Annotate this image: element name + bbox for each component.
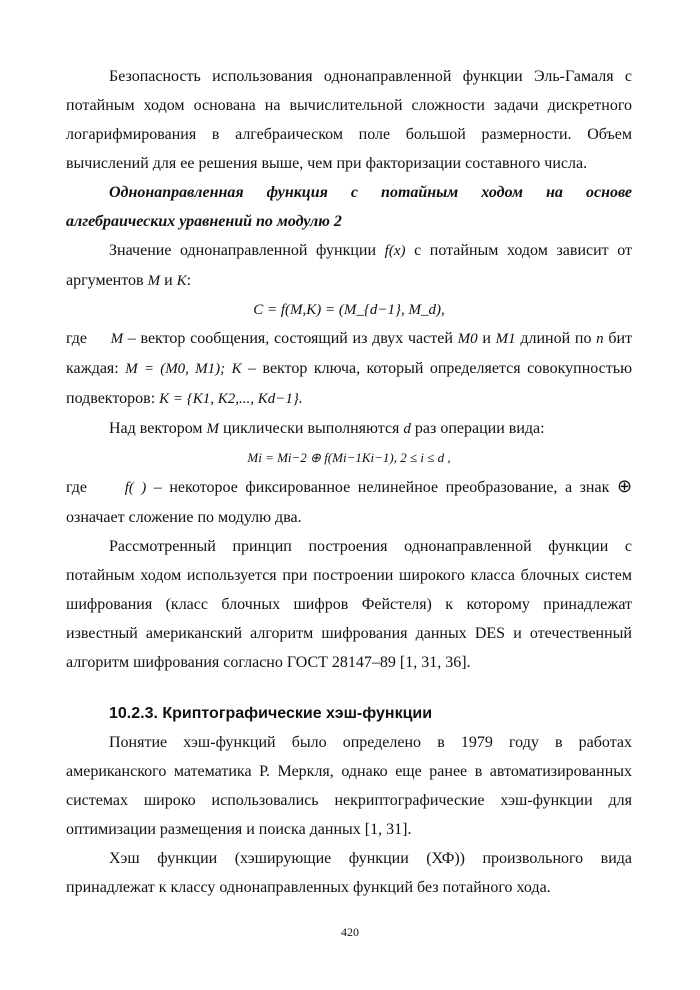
text: с потайным ходом зависит от аргументов [66, 242, 633, 289]
paragraph-hash-history: Понятие хэш-функций было определено в 1979 году в работах американского математика Р. Меркля, однако еще ранее в автоматизированных системах широко использовались некриптографические хэш-функции для оптимизации размещения и поиска данных [1, 31]. [66, 734, 632, 838]
equation-mi [66, 444, 632, 472]
equation-c [66, 296, 632, 324]
text: длиной по [520, 330, 592, 347]
subheading-line-1: Однонаправленная функция с потайным ходом на основе [109, 184, 632, 201]
text: где [66, 330, 88, 347]
text: Значение однонаправленной функции [109, 242, 377, 259]
text: раз операции вида: [414, 420, 545, 437]
var-n: n [596, 331, 604, 347]
text: и [164, 272, 173, 289]
equation-c-text: C = f(M,K) = (M_{d−1}, M_d), [253, 302, 445, 318]
text: – вектор ключа, который определяется совокупностью подвекторов: [66, 360, 633, 407]
var-m0: M0 [457, 331, 478, 347]
text: и [482, 330, 491, 347]
paragraph-function-value [66, 236, 632, 296]
subheading-line-2: алгебраических уравнений по модулю 2 [66, 213, 342, 230]
xor-symbol: ⊕ [616, 476, 633, 496]
var-k: K [176, 273, 187, 289]
text: бит каждая: [66, 330, 633, 377]
text: где [66, 479, 88, 496]
paragraph-cyclic-ops [66, 414, 632, 444]
text: циклически выполняются [223, 420, 400, 437]
text: : [186, 272, 192, 289]
equation-mi-text: Mi = Mi−2 ⊕ f(Mi−1Ki−1), 2 ≤ i ≤ d , [247, 450, 451, 465]
text: – вектор сообщения, состоящий из двух частей [127, 330, 453, 347]
section-heading: 10.2.3. Криптографические хэш-функции [109, 705, 433, 722]
paragraph-feistel: Рассмотренный принцип построения однонаправленной функции с потайным ходом используется при построении широкого класса блочных систем шифрования (класс блочных шифров Фейстеля) к которому принадлежат известный американский алгоритм шифрования данных DES и отечественный алгоритм шифрования согласно ГОСТ 28147–89 [1, 31, 36]. [66, 538, 632, 671]
var-d: d [403, 421, 411, 437]
formula-m-def: M = (M0, M1); [125, 361, 226, 377]
page-body [66, 62, 632, 902]
var-m: M [147, 273, 161, 289]
paragraph-hash-class: Хэш функции (хэширующие функции (ХФ)) произвольного вида принадлежат к классу однонаправленных функций без потайного хода. [66, 850, 632, 896]
formula-f: f( ) [124, 480, 147, 496]
paragraph-elgamal-security: Безопасность использования однонаправленной функции Эль-Гамаля с потайным ходом основана на вычислительной сложности задачи дискретного логарифмирования в алгебраическом поле большой размерности. Объем вычислений для ее решения выше, чем при факторизации составного числа. [66, 68, 632, 172]
formula-k-def: K = {K1, K2,..., Kd−1}. [159, 391, 303, 407]
text: означает сложение по модулю два. [66, 509, 302, 526]
formula-f-x: f(x) [384, 243, 406, 259]
page-number: 420 [341, 925, 359, 939]
text: – некоторое фиксированное нелинейное преобразование, а знак [153, 479, 610, 496]
var-m: M [110, 331, 124, 347]
var-k: K [231, 361, 242, 377]
text: Над вектором [109, 420, 203, 437]
var-m1: M1 [495, 331, 516, 347]
paragraph-where-f [66, 472, 632, 532]
var-m: M [206, 421, 220, 437]
paragraph-where-m [66, 324, 632, 414]
